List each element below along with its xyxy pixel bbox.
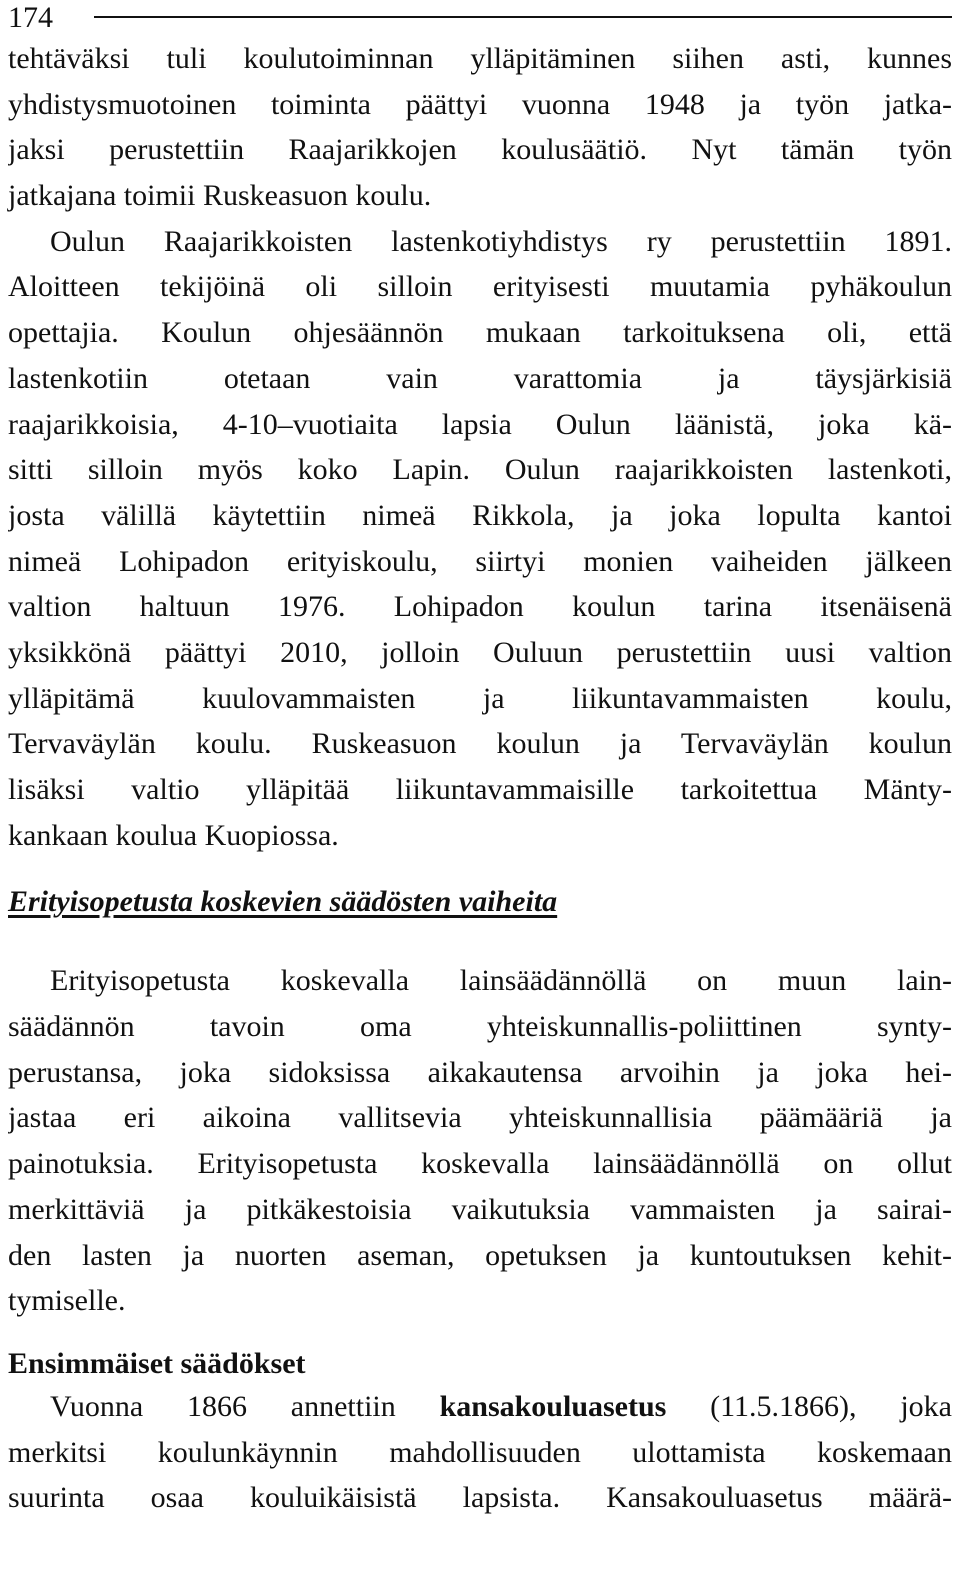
text-line: sitti silloin myös koko Lapin. Oulun raajarikkoisten lastenkoti, (8, 453, 952, 487)
text-line: kankaan koulua Kuopiossa. (8, 818, 339, 852)
text-line: merkitsi koulunkäynnin mahdollisuuden ulottamista koskemaan (8, 1435, 952, 1469)
text-line: lisäksi valtio ylläpitää liikuntavammaisille tarkoitettua Mänty- (8, 773, 952, 806)
text-fragment: Vuonna 1866 annettiin (50, 1389, 440, 1423)
text-line: Aloitteen tekijöinä oli silloin erityisesti muutamia pyhäkoulun (8, 270, 952, 304)
paragraph-oulu-association (8, 219, 952, 859)
text-line: valtion haltuun 1976. Lohipadon koulun tarina itsenäisenä (8, 590, 952, 624)
text-line: merkittäviä ja pitkäkestoisia vaikutuksia vammaisten ja sairai- (8, 1192, 952, 1226)
text-line: perustansa, joka sidoksissa aikakautensa arvoihin ja joka hei- (8, 1055, 952, 1089)
text-line: nimeä Lohipadon erityiskoulu, siirtyi monien vaiheiden jälkeen (8, 544, 952, 578)
text-line: jastaa eri aikoina vallitsevia yhteiskunnallisia päämääriä ja (8, 1101, 952, 1135)
header-rule (94, 16, 952, 18)
subheading: Ensimmäiset säädökset (8, 1346, 306, 1380)
text-line: Tervaväylän koulu. Ruskeasuon koulun ja Tervaväylän koulun (8, 727, 952, 761)
text-line: Erityisopetusta koskevalla lainsäädännöllä on muun lain- (50, 964, 952, 998)
text-line: opettajia. Koulun ohjesäännön mukaan tarkoituksena oli, että (8, 316, 952, 350)
paragraph-legislation-overview (8, 958, 952, 1324)
text-line: painotuksia. Erityisopetusta koskevalla lainsäädännöllä on ollut (8, 1147, 952, 1181)
text-line: suurinta osaa kouluikäisistä lapsista. Kansakouluasetus määrä- (8, 1481, 952, 1515)
text-line (8, 1384, 952, 1430)
text-line: tehtäväksi tuli koulutoiminnan ylläpitäminen siihen asti, kunnes (8, 42, 952, 75)
bold-term: kansakouluasetus (439, 1389, 667, 1423)
text-line: yksikkönä päättyi 2010, jolloin Ouluun perustettiin uusi valtion (8, 635, 952, 669)
text-line: den lasten ja nuorten aseman, opetuksen ja kuntoutuksen kehit- (8, 1238, 952, 1272)
text-fragment: (11.5.1866), joka (666, 1389, 952, 1423)
text-line: ylläpitämä kuulovammaisten ja liikuntavammaisten koulu, (8, 681, 952, 715)
paragraph-schools-history (8, 36, 952, 219)
text-line: yhdistysmuotoinen toiminta päättyi vuonna 1948 ja työn jatka- (8, 87, 952, 121)
page-number: 174 (8, 1, 53, 34)
page-header (8, 0, 952, 36)
section-heading: Erityisopetusta koskevien säädösten vaiheita (8, 885, 558, 919)
text-line: lastenkotiin otetaan vain varattomia ja täysjärkisiä (8, 361, 952, 395)
text-line: jaksi perustettiin Raajarikkojen koulusäätiö. Nyt tämän työn (8, 133, 952, 167)
text-line: tymiselle. (8, 1284, 126, 1318)
text-line: jatkajana toimii Ruskeasuon koulu. (8, 179, 432, 213)
document-page (8, 0, 952, 1521)
text-line: raajarikkoisia, 4-10–vuotiaita lapsia Oulun läänistä, joka kä- (8, 407, 952, 441)
text-line: säädännön tavoin oma yhteiskunnallis-poliittinen synty- (8, 1010, 952, 1044)
paragraph-first-decrees (8, 1384, 952, 1521)
text-line: Oulun Raajarikkoisten lastenkotiyhdistys ry perustettiin 1891. (50, 224, 952, 258)
text-line: josta välillä käytettiin nimeä Rikkola, ja joka lopulta kantoi (8, 498, 952, 532)
